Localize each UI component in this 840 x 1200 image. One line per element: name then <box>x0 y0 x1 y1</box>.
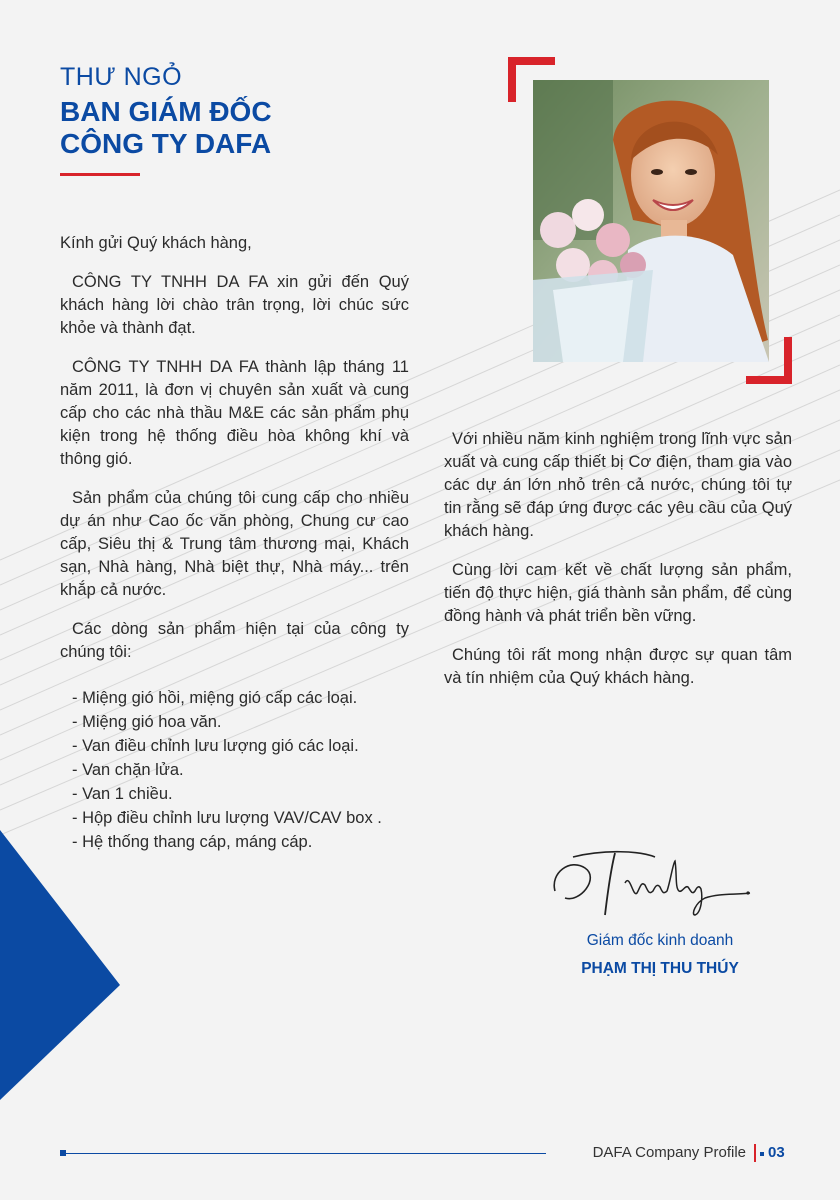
product-item: - Miệng gió hồi, miệng gió cấp các loại. <box>72 689 358 707</box>
letter-greeting: Kính gửi Quý khách hàng, <box>60 234 252 252</box>
blue-triangle-decor <box>0 830 122 1100</box>
letter-paragraph: Với nhiều năm kinh nghiệm trong lĩnh vực sản xuất và cung cấp thiết bị Cơ điện, tham gia vào các dự án lớn nhỏ trên cả nước, chúng tôi tự tin rằng sẽ đáp ứng được các yêu cầu của Quý khách hàng. <box>444 430 792 540</box>
letter-paragraph: Sản phẩm của chúng tôi cung cấp cho nhiều dự án như Cao ốc văn phòng, Chung cư cao cấp, Siêu thị & Trung tâm thương mại, Khách sạn, Nhà hàng, Nhà biệt thự, Nhà máy... trên khắp cả nước. <box>60 489 409 599</box>
title-line-1: THƯ NGỎ <box>60 63 183 91</box>
product-item: - Van điều chỉnh lưu lượng gió các loại. <box>72 737 359 755</box>
footer-dot-icon <box>760 1152 764 1156</box>
footer-separator <box>754 1144 756 1162</box>
signatory-name: PHẠM THỊ THU THÚY <box>581 960 739 977</box>
letter-paragraph: CÔNG TY TNHH DA FA xin gửi đến Quý khách hàng lời chào trân trọng, lời chúc sức khỏe và thành đạt. <box>60 273 409 337</box>
product-item: - Hệ thống thang cáp, máng cáp. <box>72 833 313 851</box>
title-underline <box>60 173 140 176</box>
letter-paragraph: Cùng lời cam kết về chất lượng sản phẩm, tiến độ thực hiện, giá thành sản phẩm, để cùng đồng hành và phát triển bền vững. <box>444 561 792 625</box>
letter-right-column <box>444 428 792 706</box>
product-item: - Van chặn lửa. <box>72 761 184 779</box>
signatory-role: Giám đốc kinh doanh <box>586 932 734 949</box>
product-item: - Hộp điều chỉnh lưu lượng VAV/CAV box . <box>72 809 382 827</box>
product-item: - Van 1 chiều. <box>72 785 173 803</box>
letter-left-column <box>60 232 409 854</box>
product-list <box>60 686 409 854</box>
title-line-2: BAN GIÁM ĐỐC <box>60 96 272 127</box>
footer-divider <box>60 1153 546 1154</box>
letter-title <box>60 62 272 160</box>
product-item: - Miệng gió hoa văn. <box>72 713 222 731</box>
title-line-3: CÔNG TY DAFA <box>60 128 272 159</box>
footer-label: DAFA Company Profile <box>592 1144 746 1161</box>
signature-graphic <box>545 843 755 923</box>
page-number: 03 <box>768 1144 785 1161</box>
portrait-photo <box>533 80 769 362</box>
letter-paragraph: Chúng tôi rất mong nhận được sự quan tâm và tín nhiệm của Quý khách hàng. <box>444 646 792 687</box>
letter-paragraph: Các dòng sản phẩm hiện tại của công ty chúng tôi: <box>60 620 409 661</box>
letter-paragraph: CÔNG TY TNHH DA FA thành lập tháng 11 năm 2011, là đơn vị chuyên sản xuất và cung cấp cho các nhà thầu M&E các sản phẩm phụ kiện trong hệ thống điều hòa không khí và thông gió. <box>60 358 409 468</box>
